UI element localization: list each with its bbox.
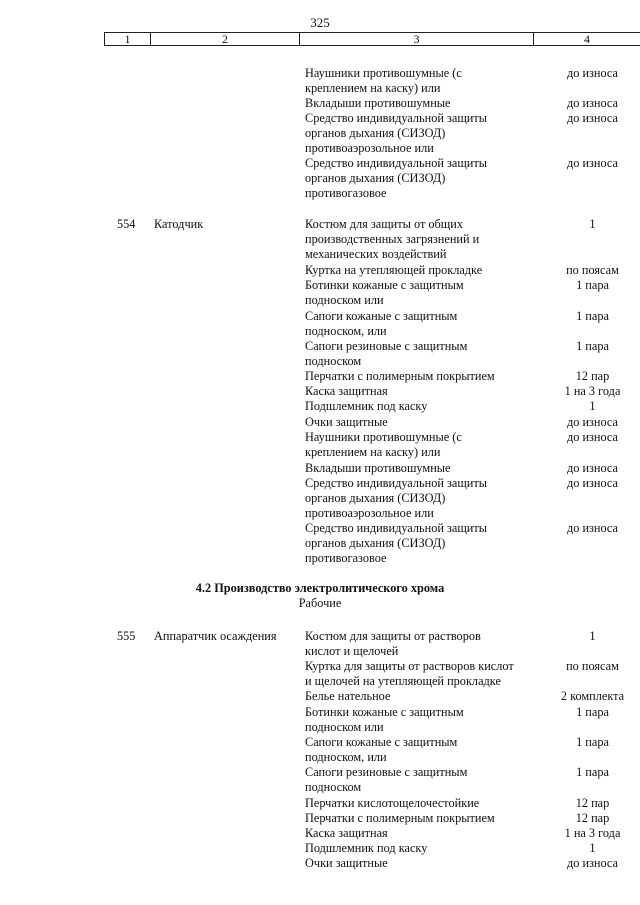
ppe-item: [305, 461, 545, 476]
profession-name: Катодчик: [154, 217, 204, 231]
ppe-item-line: органов дыхания (СИЗОД): [305, 536, 446, 551]
ppe-quantity: 1 пара: [576, 705, 609, 719]
ppe-quantity: по поясам: [566, 263, 619, 277]
ppe-quantity: до износа: [566, 856, 619, 870]
ppe-item: [305, 796, 545, 811]
ppe-item: [305, 765, 545, 795]
column-header-3: 3: [300, 33, 534, 45]
ppe-item: [305, 430, 545, 460]
ppe-quantity: по поясам: [566, 659, 619, 673]
ppe-item-line: креплением на каску) или: [305, 445, 441, 460]
ppe-item: [305, 735, 545, 765]
ppe-quantity: 1: [589, 217, 596, 231]
ppe-item: [305, 263, 545, 278]
ppe-item-line: Ботинки кожаные с защитным: [305, 705, 464, 719]
ppe-item: [305, 111, 545, 157]
ppe-item-line: противогазовое: [305, 186, 387, 201]
ppe-item: [305, 811, 545, 826]
ppe-quantity: 1: [589, 841, 596, 855]
ppe-item-line: Ботинки кожаные с защитным: [305, 278, 464, 292]
ppe-item-line: Средство индивидуальной защиты: [305, 521, 488, 535]
ppe-item: [305, 659, 545, 689]
ppe-item-line: и щелочей на утепляющей прокладке: [305, 674, 501, 689]
column-header-2: 2: [151, 33, 300, 45]
ppe-item-line: Куртка для защиты от растворов кислот: [305, 659, 514, 673]
ppe-quantity: до износа: [566, 476, 619, 490]
ppe-item: [305, 96, 545, 111]
ppe-item-line: Сапоги кожаные с защитным: [305, 309, 458, 323]
ppe-item-line: Сапоги кожаные с защитным: [305, 735, 458, 749]
ppe-item-line: Перчатки с полимерным покрытием: [305, 811, 495, 825]
ppe-item: [305, 384, 545, 399]
ppe-item: [305, 476, 545, 522]
ppe-quantity: до износа: [566, 156, 619, 170]
ppe-item: [305, 339, 545, 369]
ppe-item: [305, 399, 545, 414]
ppe-item-line: креплением на каску) или: [305, 81, 441, 96]
ppe-quantity: 1 пара: [576, 765, 609, 779]
page-number: 325: [310, 15, 330, 30]
ppe-item-line: Куртка на утепляющей прокладке: [305, 263, 483, 277]
ppe-item-line: органов дыхания (СИЗОД): [305, 126, 446, 141]
ppe-item-line: Наушники противошумные (с: [305, 66, 462, 80]
ppe-item: [305, 217, 545, 263]
ppe-item-line: Перчатки с полимерным покрытием: [305, 369, 495, 383]
ppe-item-line: Очки защитные: [305, 415, 388, 429]
ppe-item-line: Подшлемник под каску: [305, 399, 428, 413]
ppe-quantity: до износа: [566, 461, 619, 475]
ppe-item-line: подноском или: [305, 720, 384, 735]
ppe-item-line: противоаэрозольное или: [305, 141, 434, 156]
ppe-quantity: 12 пар: [575, 369, 610, 383]
ppe-item-line: производственных загрязнений и: [305, 232, 480, 247]
ppe-item-line: Каска защитная: [305, 384, 388, 398]
row-number: 555: [117, 629, 136, 643]
section-title: 4.2 Производство электролитического хрома: [195, 581, 445, 595]
ppe-quantity: до износа: [566, 521, 619, 535]
ppe-item-line: подноском, или: [305, 324, 387, 339]
ppe-quantity: до износа: [566, 430, 619, 444]
ppe-item: [305, 826, 545, 841]
ppe-item-line: Сапоги резиновые с защитным: [305, 339, 468, 353]
ppe-quantity: 1 пара: [576, 309, 609, 323]
ppe-item-line: кислот и щелочей: [305, 644, 399, 659]
ppe-quantity: 1 на 3 года: [564, 384, 621, 398]
ppe-item-line: Вкладыши противошумные: [305, 96, 451, 110]
ppe-quantity: 1 пара: [576, 278, 609, 292]
ppe-quantity: до износа: [566, 415, 619, 429]
ppe-item: [305, 415, 545, 430]
ppe-item-line: Белье нательное: [305, 689, 391, 703]
ppe-item: [305, 629, 545, 659]
ppe-item: [305, 856, 545, 871]
ppe-quantity: до износа: [566, 96, 619, 110]
ppe-item-line: Подшлемник под каску: [305, 841, 428, 855]
ppe-quantity: 12 пар: [575, 796, 610, 810]
table-column-header: [104, 32, 640, 46]
ppe-quantity: 1: [589, 629, 596, 643]
column-header-4: 4: [584, 32, 590, 46]
ppe-item: [305, 309, 545, 339]
ppe-quantity: 1: [589, 399, 596, 413]
ppe-item-line: подноском: [305, 354, 362, 369]
ppe-item: [305, 689, 545, 704]
ppe-quantity: 1 пара: [576, 339, 609, 353]
ppe-quantity: 1 на 3 года: [564, 826, 621, 840]
section-subtitle: Рабочие: [298, 596, 342, 611]
ppe-item-line: органов дыхания (СИЗОД): [305, 171, 446, 186]
ppe-item-line: Сапоги резиновые с защитным: [305, 765, 468, 779]
row-number: 554: [117, 217, 136, 231]
ppe-quantity: 1 пара: [576, 735, 609, 749]
ppe-quantity: 2 комплекта: [560, 689, 625, 703]
ppe-item: [305, 521, 545, 567]
ppe-item-line: Средство индивидуальной защиты: [305, 111, 488, 125]
ppe-item-line: Перчатки кислотощелочестойкие: [305, 796, 480, 810]
ppe-item-line: противогазовое: [305, 551, 387, 566]
ppe-item-line: Каска защитная: [305, 826, 388, 840]
ppe-item: [305, 66, 545, 96]
ppe-quantity: до износа: [566, 111, 619, 125]
ppe-item-line: Средство индивидуальной защиты: [305, 476, 488, 490]
ppe-item-line: подноском или: [305, 293, 384, 308]
column-header-1: 1: [105, 33, 151, 45]
ppe-item: [305, 705, 545, 735]
ppe-item: [305, 841, 545, 856]
ppe-quantity: до износа: [566, 66, 619, 80]
ppe-item-line: Наушники противошумные (с: [305, 430, 462, 444]
ppe-item-line: подноском, или: [305, 750, 387, 765]
ppe-quantity: 12 пар: [575, 811, 610, 825]
ppe-item-line: органов дыхания (СИЗОД): [305, 491, 446, 506]
ppe-item: [305, 369, 545, 384]
ppe-item: [305, 156, 545, 202]
section-heading: [0, 581, 640, 611]
ppe-item-line: Вкладыши противошумные: [305, 461, 451, 475]
ppe-item: [305, 278, 545, 308]
ppe-item-line: подноском: [305, 780, 362, 795]
ppe-item-line: Очки защитные: [305, 856, 388, 870]
ppe-item-line: Средство индивидуальной защиты: [305, 156, 488, 170]
ppe-item-line: противоаэрозольное или: [305, 506, 434, 521]
ppe-item-line: механических воздействий: [305, 247, 447, 262]
profession-name: Аппаратчик осаждения: [154, 629, 277, 643]
ppe-item-line: Костюм для защиты от растворов: [305, 629, 481, 643]
ppe-item-line: Костюм для защиты от общих: [305, 217, 463, 231]
